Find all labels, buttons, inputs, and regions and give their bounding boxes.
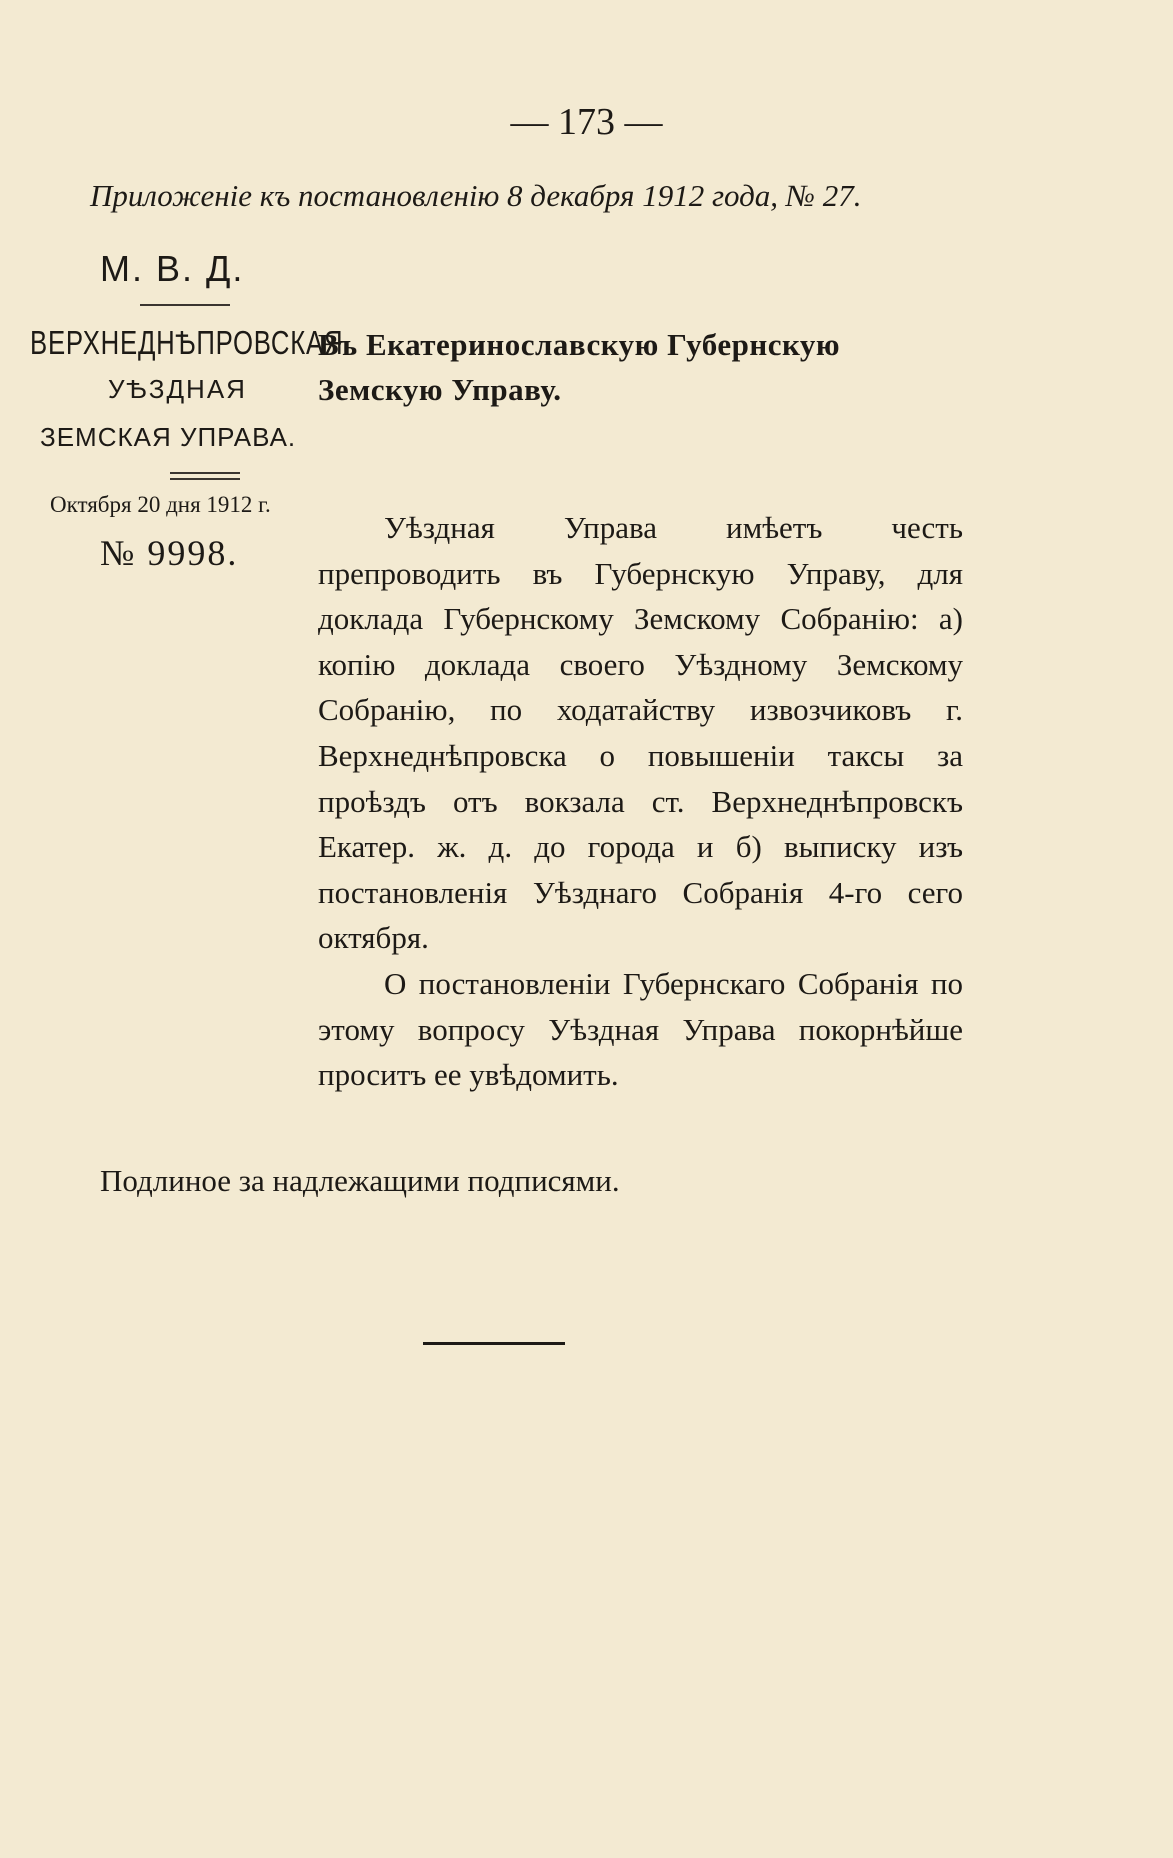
body-paragraph-2: О постановленiи Губернскаго Собранiя по этому вопросу Уѣздная Управа покорнѣйше проситъ ее увѣдомить.: [318, 965, 963, 1093]
end-rule: [423, 1342, 565, 1345]
addressee-line1: Въ Екатеринославскую Губернскую: [318, 327, 841, 362]
letter-date: Октября 20 дня 1912 г.: [50, 492, 271, 517]
sender-name-line2: УѢЗДНАЯ: [108, 374, 247, 404]
divider: [170, 478, 240, 480]
body-paragraph-1: Уѣздная Управа имѣетъ честь препроводить въ Губернскую Управу, для доклада Губернскому Земскому Собранiю: а) копiю доклада своего Уѣздному Земскому Собранiю, по ходатайству извозчиковъ г. Верхнеднѣпровска о повышенiи таксы за проѣздъ отъ вокзала ст. Верхнеднѣпровскъ Екатер. ж. д. до города и б) выписку изъ постановленiя Уѣзднаго Собранiя 4-го сего октября.: [318, 510, 963, 956]
ministry-abbrev: М. В. Д.: [100, 248, 245, 289]
divider: [140, 304, 230, 306]
appendix-heading: Приложенiе къ постановленiю 8 декабря 1912 года, № 27.: [90, 178, 862, 213]
letter-number: № 9998.: [100, 533, 239, 573]
signature-note: Подлиное за надлежащими подписями.: [100, 1163, 620, 1198]
addressee-block: [318, 322, 998, 412]
sender-name-line1: ВЕРХНЕДНѢПРОВСКАЯ: [30, 324, 344, 361]
page-number: — 173 —: [510, 101, 663, 143]
addressee-line2: Земскую Управу.: [318, 372, 562, 407]
sender-name-line3: ЗЕМСКАЯ УПРАВА.: [40, 422, 297, 452]
divider: [170, 472, 240, 474]
letter-body: [318, 505, 963, 1098]
